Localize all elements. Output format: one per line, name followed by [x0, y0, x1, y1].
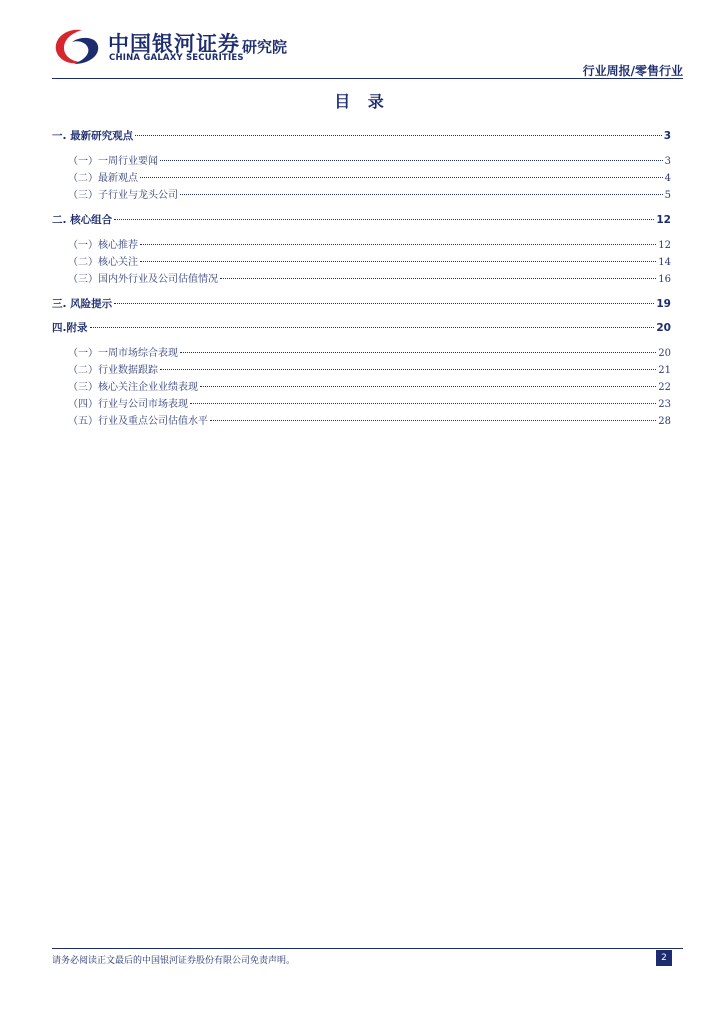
report-type: 行业周报/零售行业: [582, 64, 683, 78]
toc-dot-leader: [220, 278, 656, 279]
toc-entry-page: 3: [663, 130, 671, 142]
header-divider: [52, 78, 683, 79]
toc-entry-label: 一. 最新研究观点: [52, 130, 134, 142]
toc-subsection-entry[interactable]: [52, 152, 671, 167]
toc-entry-label: （四）行业与公司市场表现: [68, 399, 188, 410]
toc-entry-label: （三）国内外行业及公司估值情况: [68, 274, 218, 285]
toc-subsection-entry[interactable]: [52, 253, 671, 268]
footer-divider: [52, 948, 683, 949]
toc-entry-page: 5: [664, 190, 671, 201]
toc-entry-label: （三）核心关注企业业绩表现: [68, 382, 198, 393]
brand-name-cn: 中国银河证券: [108, 32, 240, 56]
toc-entry-page: 28: [658, 416, 671, 427]
page-header: [0, 0, 724, 80]
toc-entry-page: 12: [658, 240, 671, 251]
toc-entry-page: 14: [658, 257, 671, 268]
toc-dot-leader: [114, 303, 654, 304]
toc-entry-page: 22: [658, 382, 671, 393]
toc-entry-page: 21: [658, 365, 671, 376]
toc-dot-leader: [140, 177, 663, 178]
brand-name-en: CHINA GALAXY SECURITIES: [109, 53, 244, 63]
toc-subsection-entry[interactable]: [52, 344, 671, 359]
toc-entry-label: （一）核心推荐: [68, 240, 138, 251]
toc-section-entry[interactable]: [52, 296, 671, 311]
toc-dot-leader: [160, 160, 663, 161]
page-number: 2: [656, 950, 672, 966]
toc-subsection-entry[interactable]: [52, 186, 671, 201]
toc-dot-leader: [135, 135, 662, 136]
disclaimer-text: 请务必阅读正文最后的中国银河证券股份有限公司免责声明。: [52, 956, 296, 966]
toc-subsection-entry[interactable]: [52, 412, 671, 427]
institute-label: 研究院: [242, 38, 288, 56]
toc-dot-leader: [190, 403, 656, 404]
toc-subsection-entry[interactable]: [52, 378, 671, 393]
toc-subsection-entry[interactable]: [52, 270, 671, 285]
toc-entry-page: 20: [658, 348, 671, 359]
toc-dot-leader: [200, 386, 656, 387]
toc-dot-leader: [90, 327, 655, 328]
toc-subsection-entry[interactable]: [52, 236, 671, 251]
toc-dot-leader: [140, 244, 656, 245]
toc-entry-label: （五）行业及重点公司估值水平: [68, 416, 208, 427]
toc-dot-leader: [160, 369, 656, 370]
toc-section-entry[interactable]: [52, 212, 671, 227]
toc-entry-page: 16: [658, 274, 671, 285]
galaxy-logo-icon: [52, 26, 100, 68]
toc-entry-page: 20: [656, 322, 671, 334]
toc-entry-label: （二）核心关注: [68, 257, 138, 268]
toc-dot-leader: [180, 194, 663, 195]
toc-entry-label: （一）一周行业要闻: [68, 156, 158, 167]
toc-entry-label: 四.附录: [52, 322, 88, 334]
toc-entry-page: 4: [664, 173, 671, 184]
toc-entry-label: （一）一周市场综合表现: [68, 348, 178, 359]
toc-entry-page: 23: [658, 399, 671, 410]
toc-entry-label: （三）子行业与龙头公司: [68, 190, 178, 201]
toc-dot-leader: [210, 420, 656, 421]
toc-dot-leader: [140, 261, 656, 262]
toc-section-entry[interactable]: [52, 320, 671, 335]
toc-entry-page: 12: [656, 214, 671, 226]
toc-entry-label: （二）行业数据跟踪: [68, 365, 158, 376]
toc-entry-page: 19: [656, 298, 671, 310]
toc-subsection-entry[interactable]: [52, 395, 671, 410]
toc-subsection-entry[interactable]: [52, 169, 671, 184]
toc-section-entry[interactable]: [52, 128, 671, 143]
toc-dot-leader: [114, 219, 654, 220]
toc-entry-page: 3: [664, 156, 671, 167]
toc-title: 目 录: [334, 92, 390, 111]
toc-entry-label: （二）最新观点: [68, 173, 138, 184]
toc-subsection-entry[interactable]: [52, 361, 671, 376]
toc-entry-label: 二. 核心组合: [52, 214, 113, 226]
toc-dot-leader: [180, 352, 656, 353]
toc-entry-label: 三. 风险提示: [52, 298, 113, 310]
